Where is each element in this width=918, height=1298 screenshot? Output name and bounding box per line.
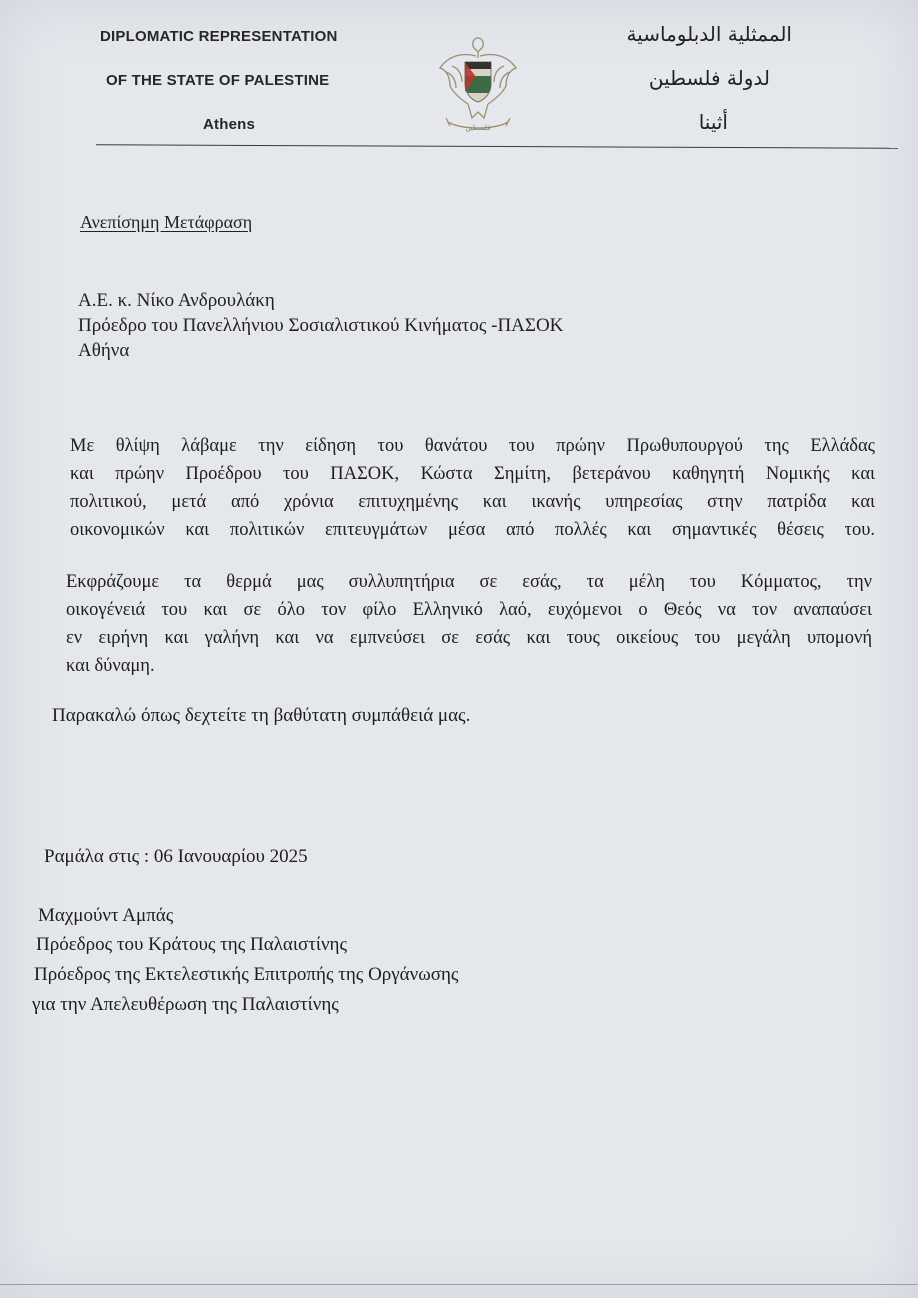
paragraph-2-line: εν ειρήνη και γαλήνη και να εμπνεύσει σε εσάς και τους οικείους του μεγάλη υπομονή <box>66 628 872 648</box>
header-ar-line3: أثينا <box>698 110 728 134</box>
header-ar-line2: لدولة فلسطين <box>648 66 770 90</box>
header-ar-line1: الممثلية الدبلوماسية <box>626 22 792 46</box>
paragraph-1-line: και πρώην Προέδρου του ΠΑΣΟΚ, Κώστα Σημίτη, βετεράνου καθηγητή Νομικής και <box>70 464 875 484</box>
paragraph-1-line: πολιτικού, μετά από χρόνια επιτυχημένης και ικανής υπηρεσίας στην πατρίδα και <box>70 492 875 512</box>
closing-line: Παρακαλώ όπως δεχτείτε τη βαθύτατη συμπάθειά μας. <box>52 705 471 726</box>
paragraph-2 <box>66 568 872 680</box>
emblem-caption: فلسطين <box>465 124 491 132</box>
recipient-city: Αθήνα <box>78 340 130 361</box>
paragraph-1-line: Με θλίψη λάβαμε την είδηση του θανάτου του πρώην Πρωθυπουργού της Ελλάδας <box>70 436 875 456</box>
signature-title-1: Πρόεδρος του Κράτους της Παλαιστίνης <box>36 934 347 955</box>
header-divider <box>96 144 898 148</box>
signature-name: Μαχμούντ Αμπάς <box>38 905 174 926</box>
recipient-name: Α.Ε. κ. Νίκο Ανδρουλάκη <box>78 290 275 311</box>
paragraph-2-line: και δύναμη. <box>66 656 155 676</box>
paragraph-2-line: οικογένειά του και σε όλο τον φίλο Ελληνικό λαό, ευχόμενοι ο Θεός να τον αναπαύσει <box>66 600 872 620</box>
date-line: Ραμάλα στις : 06 Ιανουαρίου 2025 <box>44 846 308 867</box>
page-bottom-edge <box>0 1284 918 1285</box>
signature-title-2: Πρόεδρος της Εκτελεστικής Επιτροπής της Οργάνωσης <box>34 964 459 985</box>
signature-title-3: για την Απελευθέρωση της Παλαιστίνης <box>32 994 339 1015</box>
paragraph-1 <box>70 432 875 544</box>
header-en-line3: Athens <box>203 116 256 133</box>
paragraph-1-line: οικονομικών και πολιτικών επιτευγμάτων μέσα από πολλές και σημαντικές θέσεις του. <box>70 520 875 540</box>
document-title: Ανεπίσημη Μετάφραση <box>80 212 253 232</box>
header-en-line1: DIPLOMATIC REPRESENTATION <box>100 28 338 45</box>
palestine-emblem-icon <box>432 30 524 138</box>
header-en-line2: OF THE STATE OF PALESTINE <box>106 72 330 89</box>
recipient-title: Πρόεδρο του Πανελλήνιου Σοσιαλιστικού Κινήματος -ΠΑΣΟΚ <box>78 315 564 336</box>
paragraph-2-line: Εκφράζουμε τα θερμά μας συλλυπητήρια σε εσάς, τα μέλη του Κόμματος, την <box>66 572 872 592</box>
